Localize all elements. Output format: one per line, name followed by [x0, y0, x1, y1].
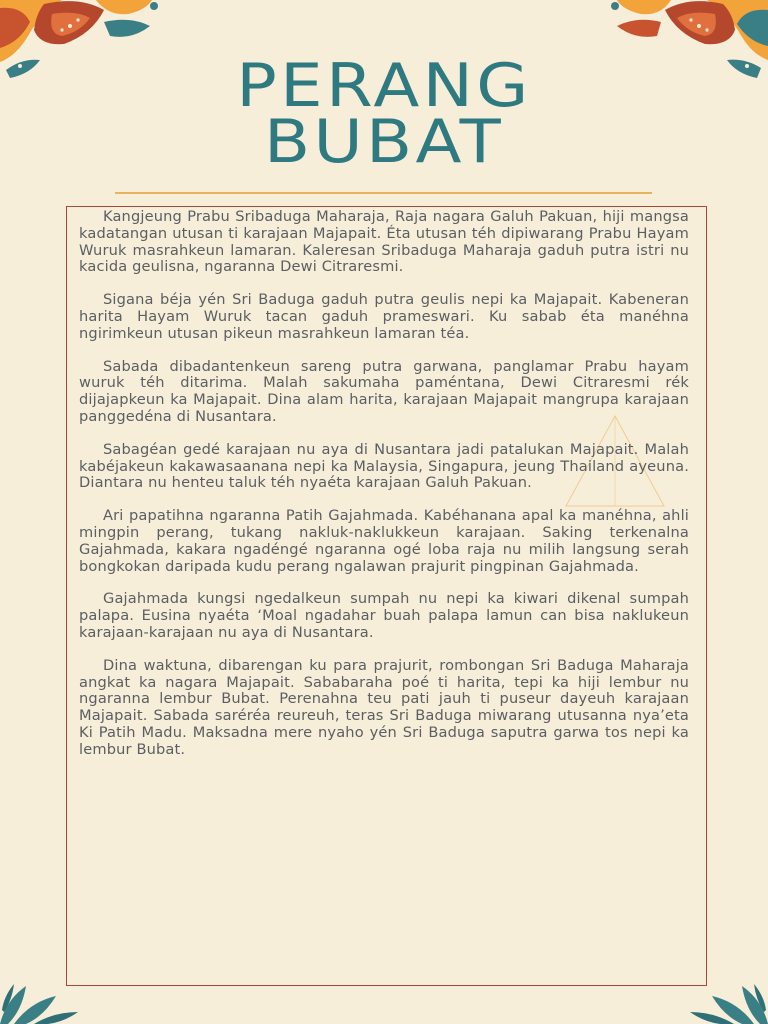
story-paragraph-4: Sabagéan gedé karajaan nu aya di Nusantara jadi patalukan Majapait. Malah kabéjakeun kakawasaanana nepi ka Malaysia, Singapura, jeung Thailand ayeuna. Diantara nu henteu taluk téh nyaéta karajaan Galuh Pakuan. — [79, 440, 689, 492]
story-paragraph-5: Ari papatihna ngaranna Patih Gajahmada. Kabéhanana apal ka manéhna, ahli mingpin perang, tukang nakluk-naklukkeun karajaan. Saking terkenalna Gajahmada, kakara ngadéngé ngaranna ogé loba raja nu milih langsung serah bongkokan daripada kudu perang ngalawan prajurit pingpinan Gajahmada. — [79, 507, 689, 575]
story-text-box — [66, 206, 707, 986]
title-divider — [115, 192, 652, 194]
story-paragraph-2: Sigana béja yén Sri Baduga gaduh putra geulis nepi ka Majapait. Kabeneran harita Hayam Wuruk tacan gaduh prameswari. Ku sabab éta manéhna ngirimkeun utusan pikeun masrahkeun lamaran téa. — [79, 291, 689, 342]
page-title — [0, 51, 768, 177]
story-paragraph-6: Gajahmada kungsi ngedalkeun sumpah nu nepi ka kiwari dikenal sumpah palapa. Eusina nyaéta ‘Moal ngadahar buah palapa lamun can bisa naklukeun karajaan-karajaan nu aya di Nusantara. — [79, 590, 689, 641]
leaf-ornament-bottom-right-icon — [688, 980, 768, 1024]
story-paragraph-3: Sabada dibadantenkeun sareng putra garwana, panglamar Prabu hayam wuruk téh ditarima. Malah sakumaha paméntana, Dewi Citraresmi rék dijajapkeun ka Majapait. Dina alam harita, karajaan Majapait mangrupa karajaan panggedéna di Nusantara. — [79, 357, 689, 425]
title-line-1: PERANG — [236, 51, 532, 121]
title-line-2: BUBAT — [264, 107, 504, 177]
leaf-ornament-bottom-left-icon — [0, 980, 80, 1024]
story-paragraph-7: Dina waktuna, dibarengan ku para prajurit, rombongan Sri Baduga Maharaja angkat ka nagara Majapait. Sababaraha poé ti harita, tepi ka hiji lembur nu ngaranna lembur Bubat. Perenahna teu pati jauh ti puseur dayeuh karajaan Majapait. Sabada saréréa reureuh, teras Sri Baduga miwarang utusanna nya’eta Ki Patih Madu. Maksadna mere nyaho yén Sri Baduga saputra garwa tos nepi ka lembur Bubat. — [79, 656, 689, 758]
story-paragraph-1: Kangjeung Prabu Sribaduga Maharaja, Raja nagara Galuh Pakuan, hiji mangsa kadatangan utusan ti karajaan Majapait. Éta utusan téh dipiwarang Prabu Hayam Wuruk masrahkeun lamaran. Kaleresan Sribaduga Maharaja gaduh putra istri nu kacida geulisna, ngaranna Dewi Citraresmi. — [79, 208, 689, 276]
